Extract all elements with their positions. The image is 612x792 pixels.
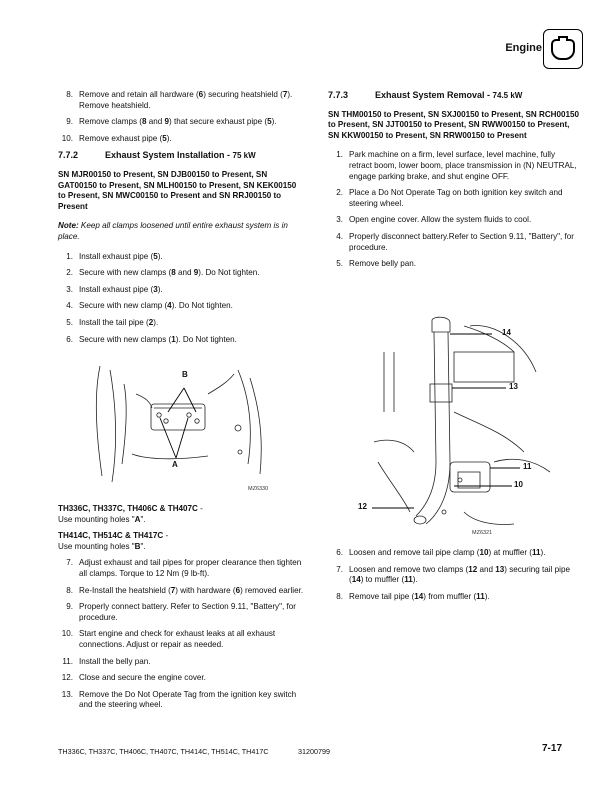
reference-number: 2	[148, 317, 154, 327]
step-number: 6.	[336, 548, 343, 557]
step-number: 3.	[66, 284, 73, 294]
step-item	[328, 150, 580, 182]
step-text: and	[477, 564, 496, 574]
tail-pipe-steps-list	[328, 548, 580, 602]
step-number: 13.	[61, 689, 73, 699]
step-number: 4.	[66, 301, 73, 311]
step-text: Secure with new clamp (	[79, 301, 168, 311]
step-text: Remove clamps (	[79, 117, 142, 127]
step-number: 6.	[66, 334, 73, 344]
reference-number: 9	[193, 268, 199, 278]
step-number: 3.	[336, 215, 343, 225]
step-item	[58, 690, 304, 711]
install-steps-list	[58, 252, 304, 346]
step-item	[58, 301, 304, 312]
step-item	[58, 558, 304, 579]
step-item	[328, 592, 580, 603]
models-a-note: TH336C, TH337C, TH406C & TH407C - Use mounting holes "A".	[58, 504, 203, 524]
step-text: ) securing heatshield (	[203, 90, 283, 99]
step-item	[58, 134, 304, 145]
reference-number: 14	[351, 575, 361, 585]
step-text: Start engine and check for exhaust leaks at all exhaust connections. Adjust or repair as needed.	[79, 629, 276, 649]
step-item	[58, 268, 304, 279]
callout-13: 13	[509, 382, 518, 391]
reference-number: 5	[153, 251, 158, 261]
step-text: and	[146, 117, 165, 127]
step-text: ).	[157, 284, 163, 294]
reference-number: 13	[495, 564, 505, 574]
step-text: ). Do Not tighten.	[171, 301, 233, 311]
step-text: Properly connect battery. Refer to Section 9.11, "Battery", for procedure.	[79, 602, 296, 622]
step-item	[58, 90, 304, 111]
callout-12: 12	[358, 502, 367, 511]
step-item	[58, 657, 304, 668]
step-item	[58, 318, 304, 329]
step-item	[58, 602, 304, 623]
engine-tab-box	[543, 29, 583, 69]
step-text: ).	[153, 317, 159, 327]
step-item	[328, 548, 580, 559]
removal-serial-numbers: SN THM00150 to Present, SN SXJ00150 to Present, SN RCH00150 to Present, SN JJT00150 to Present, SN RWW00150 to Present, SN KKW00150 to Present, SN RRW00150 to Present	[328, 109, 580, 140]
reference-number: 4	[167, 301, 172, 311]
step-item	[328, 215, 580, 226]
step-number: 2.	[336, 188, 343, 198]
step-number: 11.	[62, 656, 73, 666]
step-number: 5.	[336, 259, 343, 269]
step-item	[328, 188, 580, 209]
step-item	[328, 232, 580, 253]
reference-number: 5	[267, 117, 272, 127]
step-number: 10.	[61, 629, 73, 639]
mounting-bracket-figure	[88, 364, 274, 492]
step-number: 10.	[61, 133, 73, 143]
callout-b: B	[182, 370, 188, 379]
right-removal-steps-list	[328, 150, 580, 269]
step-text: Open engine cover. Allow the system fluids to cool.	[349, 215, 532, 225]
reference-number: 11	[531, 548, 541, 557]
step-text: and	[175, 268, 194, 278]
reference-number: 14	[414, 591, 424, 601]
step-text: Remove exhaust pipe (	[79, 133, 163, 143]
callout-a: A	[172, 460, 178, 469]
step-number: 9.	[66, 117, 73, 127]
step-text: Install the belly pan.	[79, 656, 151, 666]
step-item	[328, 259, 580, 270]
callout-14: 14	[502, 328, 511, 337]
step-number: 8.	[66, 585, 73, 595]
step-text: Re-Install the heatshield (	[79, 585, 171, 595]
step-number: 4.	[336, 231, 343, 241]
right-column	[328, 90, 580, 276]
step-text: ). Do Not tighten.	[175, 334, 237, 344]
reference-number: 10	[479, 548, 489, 557]
reference-number: 7	[282, 90, 288, 99]
step-text: Properly disconnect battery.Refer to Section 9.11, "Battery", for procedure.	[349, 231, 574, 252]
step-number: 1.	[66, 251, 73, 261]
step-text: Loosen and remove two clamps (	[349, 564, 469, 574]
callout-10: 10	[514, 480, 523, 489]
step-text: Loosen and remove tail pipe clamp (	[349, 548, 480, 557]
step-number: 8.	[66, 90, 73, 99]
step-text: Park machine on a firm, level surface, level machine, fully retract boom, lower boom, place transmission in (N) NEUTRAL, engage parking brake, and shut engine OFF.	[349, 150, 577, 181]
step-text: ).	[412, 575, 418, 585]
step-text: Install exhaust pipe (	[79, 284, 154, 294]
figure2-code: MZ6321	[472, 530, 493, 536]
final-steps-list	[58, 558, 304, 711]
reference-number: 3	[153, 284, 158, 294]
step-item	[58, 673, 304, 684]
step-number: 12.	[61, 673, 73, 683]
footer-doc-number: 31200799	[298, 747, 330, 756]
step-text: Install exhaust pipe (	[79, 251, 154, 261]
reference-number: 11	[404, 575, 413, 585]
reference-number: 9	[164, 117, 170, 127]
reference-number: 6	[198, 90, 204, 99]
figure1-code: MZ6330	[248, 486, 269, 492]
step-item	[58, 586, 304, 597]
step-text: ).	[540, 548, 546, 557]
step-text: ). Do Not tighten.	[198, 268, 260, 278]
step-item	[58, 629, 304, 650]
step-item	[328, 565, 580, 586]
reference-number: 8	[171, 268, 176, 278]
reference-number: 5	[162, 133, 167, 143]
step-number: 7.	[336, 564, 343, 574]
reference-number: 8	[141, 117, 147, 127]
right-column-lower	[328, 548, 580, 608]
models-b-note: TH414C, TH514C & TH417C - Use mounting holes "B".	[58, 531, 169, 551]
step-text: ).	[157, 251, 163, 261]
reference-number: 1	[171, 334, 176, 344]
step-text: ) to muffler (	[360, 575, 405, 585]
step-text: Install the tail pipe (	[79, 317, 149, 327]
step-text: ).	[271, 117, 277, 127]
step-text: ). Remove heatshield.	[79, 90, 293, 110]
step-number: 7.	[66, 558, 73, 568]
install-section-title: 7.7.2 Exhaust System Installation - 75 kW	[58, 150, 256, 161]
step-number: 8.	[336, 591, 343, 601]
reference-number: 7	[170, 585, 176, 595]
step-text: ) from muffler (	[423, 591, 477, 601]
footer-models: TH336C, TH337C, TH406C, TH407C, TH414C, TH514C, TH417C	[58, 747, 269, 756]
removal-steps-list	[58, 90, 304, 144]
reference-number: 11	[476, 591, 485, 601]
step-text: ).	[484, 591, 490, 601]
left-column-lower	[58, 504, 304, 717]
section-header-title: Engine	[505, 42, 542, 54]
step-text: Remove belly pan.	[349, 259, 417, 269]
step-text: ) removed earlier.	[240, 585, 304, 595]
step-item	[58, 252, 304, 263]
step-text: ) securing tail pipe (	[349, 564, 570, 585]
install-serial-numbers: SN MJR00150 to Present, SN DJB00150 to Present, SN GAT00150 to Present, SN MLH00150 to Present, SN KEK00150 to Present, SN MWC00150 to Present and SN RRJ00150 to Present	[58, 169, 297, 211]
step-text: Remove the Do Not Operate Tag from the ignition key switch and the steering wheel.	[79, 689, 297, 710]
step-item	[58, 117, 304, 128]
step-text: Close and secure the engine cover.	[79, 673, 206, 683]
step-text: Secure with new clamps (	[79, 334, 172, 344]
reference-number: 12	[468, 564, 478, 574]
step-text: ) at muffler (	[488, 548, 532, 557]
step-text: Remove and retain all hardware (	[79, 90, 199, 99]
step-text: Adjust exhaust and tail pipes for proper clearance then tighten all clamps. Torque to 12 Nm (9 lb-ft).	[79, 558, 302, 578]
step-text: Place a Do Not Operate Tag on both ignition key switch and steering wheel.	[349, 188, 563, 208]
step-number: 5.	[66, 317, 73, 327]
step-number: 9.	[66, 602, 73, 612]
tail-pipe-drawing	[354, 312, 554, 538]
step-number: 1.	[336, 150, 343, 160]
install-note: Note: Keep all clamps loosened until entire exhaust system is in place.	[58, 221, 288, 241]
step-item	[58, 285, 304, 296]
tail-pipe-figure	[354, 312, 554, 538]
callout-11: 11	[523, 462, 532, 471]
left-column	[58, 90, 304, 351]
step-text: Remove tail pipe (	[349, 591, 415, 601]
step-text: Secure with new clamps (	[79, 268, 172, 278]
engine-icon	[550, 35, 576, 63]
step-item	[58, 335, 304, 346]
page-number: 7-17	[542, 743, 563, 754]
mounting-bracket-drawing	[88, 364, 274, 492]
step-text: ).	[166, 133, 172, 143]
step-text: ) with hardware (	[175, 585, 236, 595]
step-number: 2.	[66, 268, 73, 278]
step-text: ) that secure exhaust pipe (	[169, 117, 268, 127]
reference-number: 6	[235, 585, 241, 595]
removal-section-title: 7.7.3 Exhaust System Removal - 74.5 kW	[328, 90, 523, 100]
